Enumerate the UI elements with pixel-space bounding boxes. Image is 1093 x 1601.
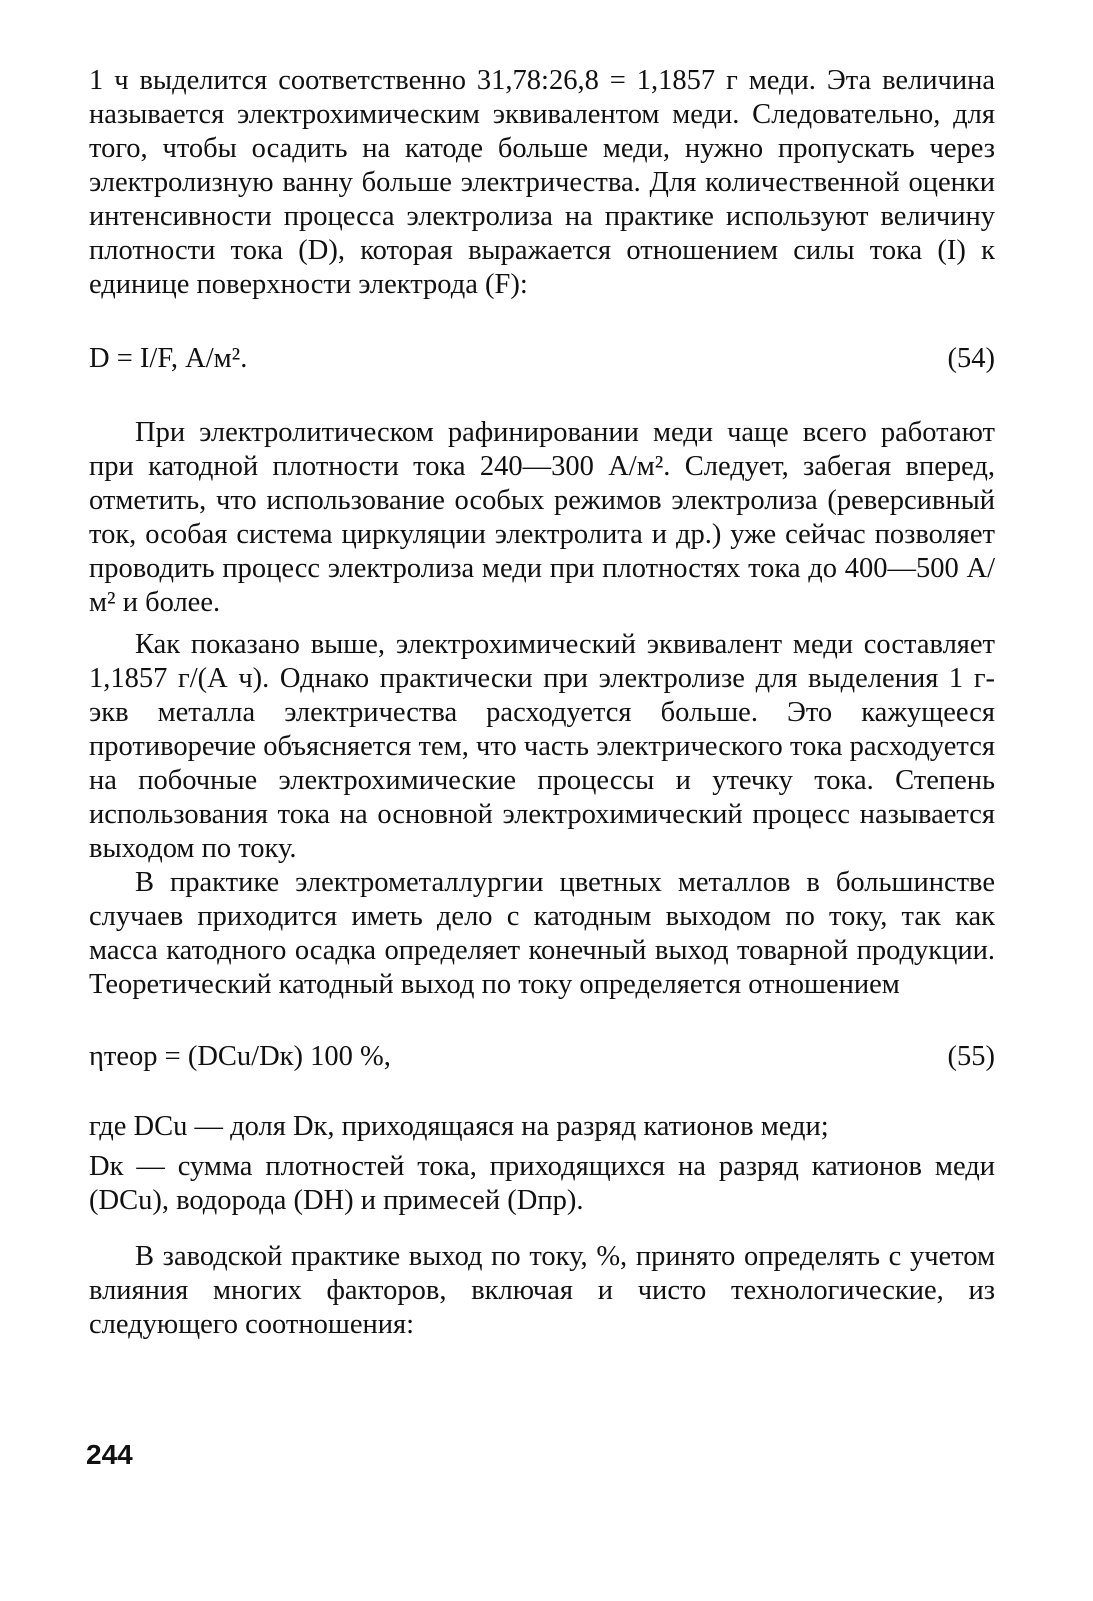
formula-number: (55) bbox=[947, 1041, 995, 1072]
page-number: 244 bbox=[86, 1439, 133, 1470]
definition-line: где DCu — доля Dк, приходящаяся на разряд катионов меди; bbox=[89, 1111, 829, 1142]
formula-expression: ηтеор = (DCu/Dк) 100 %, bbox=[89, 1041, 391, 1072]
formula-54 bbox=[89, 342, 995, 376]
definition-line: Dк — сумма плотностей тока, приходящихся на разряд катионов меди (DCu), водорода (DH) и примесей (Dпр). bbox=[89, 1151, 995, 1216]
paragraph: В заводской практике выход по току, %, принято определять с учетом влияния многих факторов, включая и чисто технологические, из следующего соотношения: bbox=[89, 1241, 995, 1340]
paragraph: В практике электрометаллургии цветных металлов в большинстве случаев приходится иметь дело с катодным выходом по току, так как масса катодного осадка определяет конечный выход товарной продукции. Теоретический катодный выход по току определяется отношением bbox=[89, 867, 995, 1000]
formula-55 bbox=[89, 1040, 995, 1074]
paragraph: Как показано выше, электрохимический эквивалент меди составляет 1,1857 г/(А ч). Однако практически при электролизе для выделения 1 г-экв металла электричества расходуется больше. Это кажущееся противоречие объясняется тем, что часть электрического тока расходуется на побочные электрохимические процессы и утечку тока. Степень использования тока на основной электрохимический процесс называется выходом по току. bbox=[89, 629, 995, 864]
formula-expression: D = I/F, А/м². bbox=[89, 343, 248, 374]
paragraph: При электролитическом рафинировании меди чаще всего работают при катодной плотности тока 240—300 А/м². Следует, забегая вперед, отметить, что использование особых режимов электролиза (реверсивный ток, особая система циркуляции электролита и др.) уже сейчас позволяет проводить процесс электролиза меди при плотностях тока до 400—500 А/м² и более. bbox=[89, 417, 995, 618]
formula-number: (54) bbox=[947, 343, 995, 374]
paragraph: 1 ч выделится соответственно 31,78:26,8 = 1,1857 г меди. Эта величина называется электрохимическим эквивалентом меди. Следовательно, для того, чтобы осадить на катоде больше меди, нужно пропускать через электролизную ванну больше электричества. Для количественной оценки интенсивности процесса электролиза на практике используют величину плотности тока (D), которая выражается отношением силы тока (I) к единице поверхности электрода (F): bbox=[89, 65, 995, 300]
